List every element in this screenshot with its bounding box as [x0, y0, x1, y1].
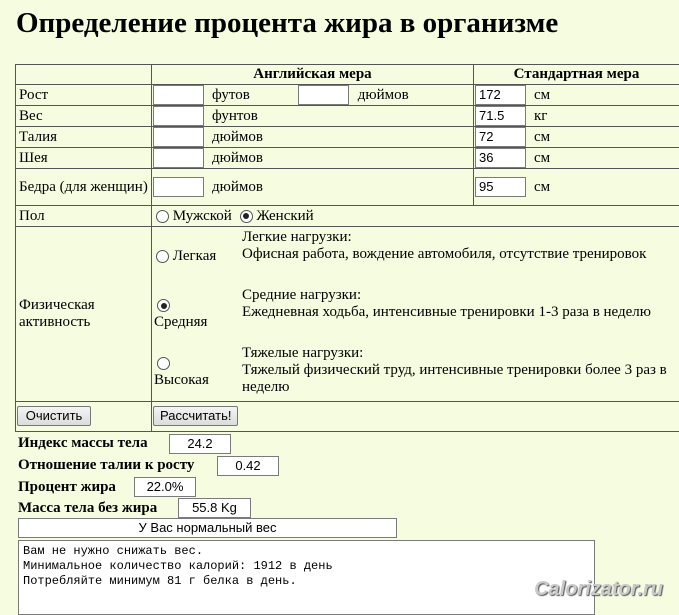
activity-light-desc: Офисная работа, вождение автомобиля, отсутствие тренировок	[242, 246, 676, 263]
height-inches-input[interactable]	[298, 85, 349, 105]
calculator-table	[15, 64, 679, 432]
waist-cm-unit: см	[534, 129, 550, 146]
activity-medium-label: Средняя	[154, 314, 236, 331]
waist-label: Талия	[16, 127, 152, 148]
activity-heavy-title: Тяжелые нагрузки:	[242, 345, 676, 362]
male-label: Мужской	[173, 208, 232, 224]
waist-inches-input[interactable]	[153, 127, 204, 147]
activity-heavy-label: Высокая	[154, 372, 236, 389]
female-label: Женский	[256, 208, 313, 224]
activity-heavy-radio[interactable]	[157, 357, 170, 370]
hips-label: Бедра (для женщин)	[16, 169, 152, 206]
neck-inches-input[interactable]	[153, 148, 204, 168]
bmi-label: Индекс массы тела	[18, 435, 148, 452]
kg-unit: кг	[534, 108, 547, 125]
weight-label: Вес	[16, 106, 152, 127]
cm-unit: см	[534, 87, 550, 104]
watermark: Calorizator.ru	[534, 578, 663, 601]
activity-label: Физическая активность	[16, 227, 152, 402]
waist-inches-unit: дюймов	[212, 129, 263, 146]
weight-status: У Вас нормальный вес	[18, 518, 397, 538]
neck-label: Шея	[16, 148, 152, 169]
neck-inches-unit: дюймов	[212, 150, 263, 167]
hips-cm-input[interactable]: 95	[475, 177, 526, 197]
activity-medium-radio[interactable]	[157, 299, 170, 312]
weight-pounds-input[interactable]	[153, 106, 204, 126]
female-radio[interactable]	[240, 210, 253, 223]
pounds-unit: фунтов	[212, 108, 258, 125]
page-title: Определение процента жира в организме	[16, 7, 558, 40]
activity-medium-desc: Ежедневная ходьба, интенсивные тренировки 1-3 раза в неделю	[242, 304, 676, 321]
male-radio[interactable]	[156, 210, 169, 223]
hips-inches-unit: дюймов	[212, 179, 263, 196]
activity-light-title: Легкие нагрузки:	[242, 229, 676, 246]
fat-label: Процент жира	[18, 479, 116, 496]
activity-heavy-desc: Тяжелый физический труд, интенсивные тренировки более 3 раз в неделю	[242, 362, 676, 396]
clear-button[interactable]: Очистить	[17, 406, 91, 426]
height-cm-input[interactable]: 172	[475, 85, 526, 105]
whr-value: 0.42	[217, 456, 279, 476]
header-empty	[16, 65, 152, 85]
calculate-button[interactable]: Рассчитать!	[153, 406, 238, 426]
activity-light-label: Легкая	[173, 248, 217, 264]
inches-unit: дюймов	[358, 87, 409, 104]
neck-cm-input[interactable]: 36	[475, 148, 526, 168]
waist-cm-input[interactable]: 72	[475, 127, 526, 147]
fat-value: 22.0%	[134, 477, 196, 497]
header-standard: Стандартная мера	[474, 65, 679, 85]
header-english: Английская мера	[152, 65, 474, 85]
height-label: Рост	[16, 85, 152, 106]
gender-label: Пол	[16, 206, 152, 227]
bmi-value: 24.2	[169, 434, 231, 454]
lean-value: 55.8 Kg	[178, 498, 251, 518]
neck-cm-unit: см	[534, 150, 550, 167]
lean-label: Масса тела без жира	[18, 500, 157, 517]
hips-inches-input[interactable]	[153, 177, 204, 197]
activity-light-radio[interactable]	[156, 250, 169, 263]
feet-unit: футов	[212, 87, 250, 104]
activity-medium-title: Средние нагрузки:	[242, 287, 676, 304]
advice-textarea[interactable]: Вам не нужно снижать вес. Минимальное количество калорий: 1912 в день Потребляйте минимум 81 г белка в день.	[18, 540, 595, 615]
hips-cm-unit: см	[534, 179, 550, 196]
height-feet-input[interactable]	[153, 85, 204, 105]
whr-label: Отношение талии к росту	[18, 457, 194, 474]
weight-kg-input[interactable]: 71.5	[475, 106, 526, 126]
